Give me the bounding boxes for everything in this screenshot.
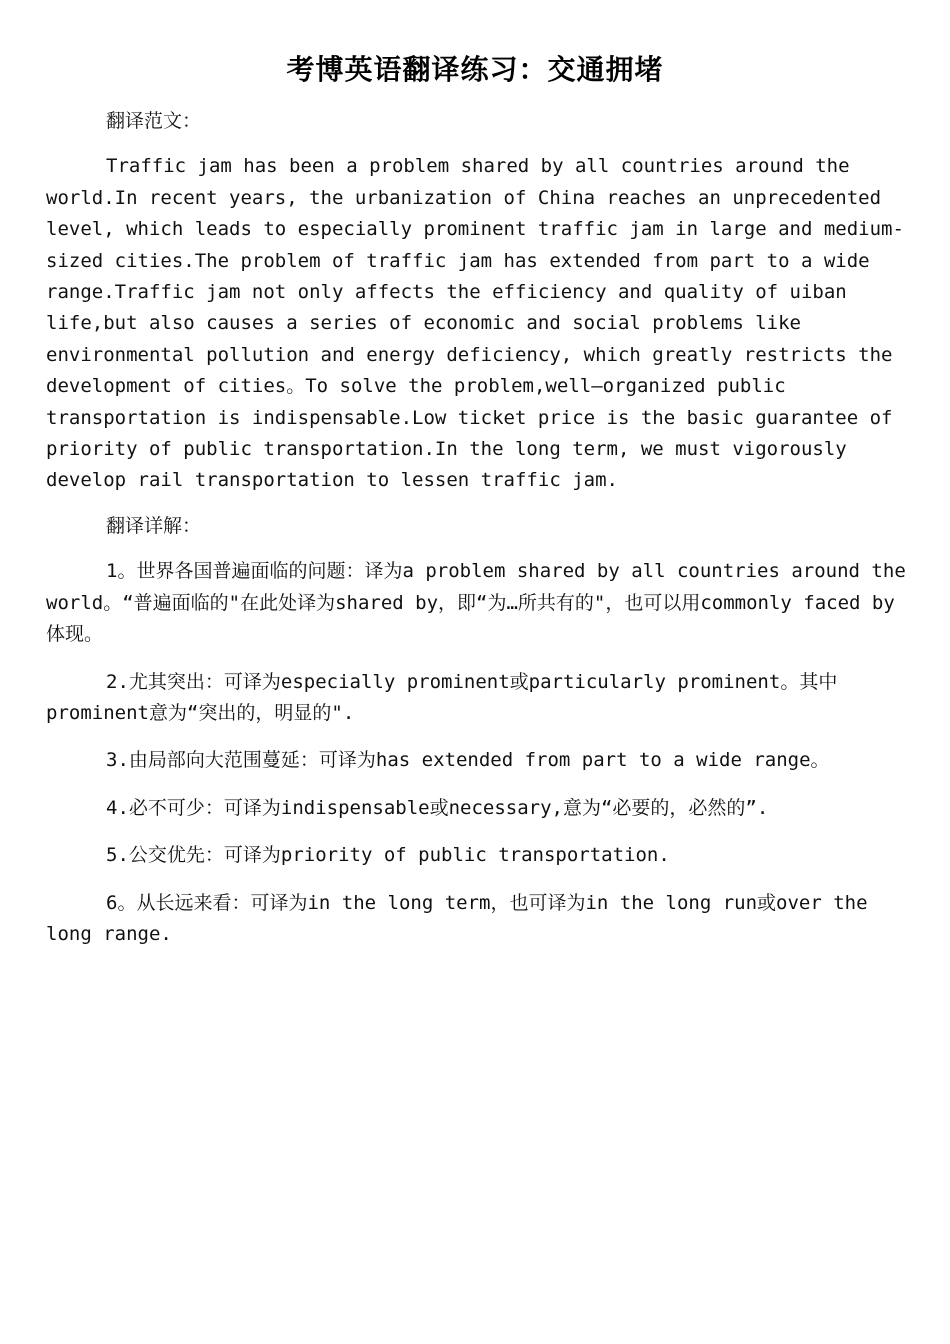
explanation-note-6: 6。从长远来看：可译为in the long term，也可译为in the long run或over the long range. <box>46 891 868 945</box>
sample-translation-text: Traffic jam has been a problem shared by all countries around the world.In recent years, the urbanization of China reaches an unprecedented level, which leads to especially prominent traffic jam in large and medium-sized cities.The problem of traffic jam has extended from part to a wide range.Traffic jam not only affects the efficiency and quality of uiban life,but also causes a series of economic and social problems like environmental pollution and energy deficiency, which greatly restricts the development of cities。To solve the problem,well—organized public transportation is indispensable.Low ticket price is the basic guarantee of priority of public transportation.In the long term, we must vigorously develop rail transportation to lessen traffic jam. <box>46 155 904 492</box>
explanation-note-1: 1。世界各国普遍面临的问题：译为a problem shared by all countries around the world。“普遍面临的"在此处译为shared by，即“为…所共有的"，也可以用commonly faced by体现。 <box>46 560 906 646</box>
translation-explanation-label: 翻译详解： <box>106 514 202 537</box>
explanation-note-4: 4.必不可少：可译为indispensable或necessary,意为“必要的，必然的”. <box>106 796 769 819</box>
document-body <box>46 106 906 950</box>
document-title: 考博英语翻译练习：交通拥堵 <box>286 53 664 86</box>
explanation-note-3: 3.由局部向大范围蔓延：可译为has extended from part to a wide range。 <box>106 749 830 772</box>
explanation-note-5: 5.公交优先：可译为priority of public transportation. <box>106 844 670 867</box>
sample-translation-label: 翻译范文： <box>106 110 202 132</box>
explanation-note-2: 2.尤其突出：可译为especially prominent或particularly prominent。其中prominent意为“突出的，明显的". <box>46 670 838 724</box>
